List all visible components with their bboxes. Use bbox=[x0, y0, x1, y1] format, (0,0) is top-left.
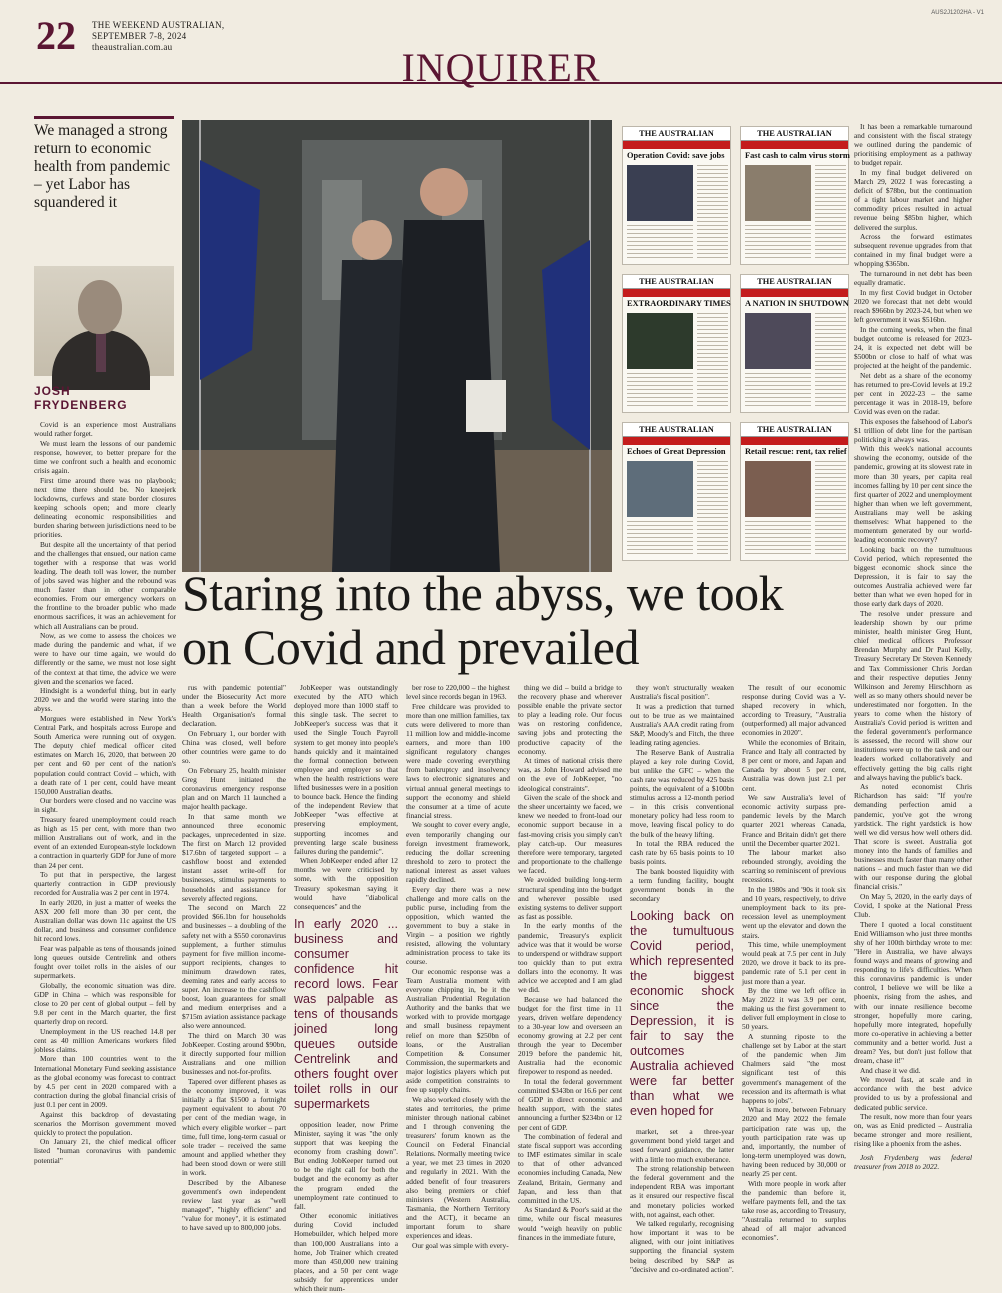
portrait-tie-shape bbox=[96, 332, 106, 372]
body-paragraph: In early 2020, in just a matter of weeks the ASX 200 fell more than 30 per cent, the Australian dollar was down 11c against the US dollar, and business and consumer confidence hit record lows. bbox=[34, 897, 176, 944]
front-page-text bbox=[745, 521, 811, 557]
front-page-masthead: THE AUSTRALIAN bbox=[741, 423, 848, 437]
body-paragraph: The result of our economic response during Covid was a V-shaped recovery in which, according to Treasury, "Australia (outperformed) all major advanced economies in 2020". bbox=[742, 683, 846, 738]
body-paragraph: First time around there was no playbook; next time there should be. No kneejerk lockdowns, curfews and state border closures keeping schools open; and more clearly delineating economic responsibilities and burden sharing between jurisdictions need to be priorities. bbox=[34, 475, 176, 540]
body-paragraph: opposition leader, now Prime Minister, saying it was "the only support that was keeping the economy from crashing down". But ending JobKeeper turned out to be the right call for both the budget and the economy as after the program ended the unemployment rate continued to fall. bbox=[294, 1119, 398, 1211]
body-paragraph: Globally, the economic situation was dire. GDP in China – which was responsible for close to 20 per cent of global output – fell by 9.8 per cent in the March quarter, the first quarterly drop on record. bbox=[34, 980, 176, 1027]
body-column-f bbox=[742, 683, 846, 1243]
body-paragraph: With this week's national accounts showing the economy, outside of the pandemic, growing at its slowest rate in more than 30 years, per capita real incomes falling by 10 per cent since the first quarter of 2022 and unemployment higher than when we left government, Australians may well be asking themselves: What happened to the momentum generated by our world-leading economic recovery? bbox=[854, 444, 973, 545]
body-paragraph: market, set a three-year government bond yield target and used forward guidance, the latter with a little too much exuberance. bbox=[630, 1127, 734, 1164]
paper-date: SEPTEMBER 7-8, 2024 bbox=[92, 31, 187, 41]
figure-left-head bbox=[352, 220, 392, 260]
body-paragraph: The resolve under pressure and leadership shown by our prime minister, health minister Greg Hunt, chief medical officers Professor Brendan Murphy and Dr Paul Kelly, Treasury Secretary Dr Steven Kennedy and Tax Commissioner Chris Jordan and their respective deputies Jenny Wilkinson and Jeremy Hirschhorn as well as so many others should never be underestimated nor forgotten. In the years to come when the history of Australia's Covid period is written and the federal government's performance is assessed, the record will show our institutions were up to the task and our leaders worked collaboratively and effectively getting the big calls right and always having the public's back. bbox=[854, 608, 972, 782]
body-paragraph: It was a prediction that turned out to be true as we maintained Australia's AAA credit rating from S&P, Moody's and Fitch, the three leading rating agencies. bbox=[630, 701, 734, 748]
body-paragraph: The third on March 30 was JobKeeper. Costing around $90bn, it directly supported four million Australians and one million businesses and not-for-profits. bbox=[182, 1031, 286, 1077]
body-column-e bbox=[630, 683, 734, 1274]
body-paragraph: In the 1980s and '90s it took six and 10 years, respectively, to drive unemployment back to its pre-recession level as unemployment went up the elevator and down the stairs. bbox=[742, 885, 846, 940]
body-paragraph: We saw Australia's level of economic activity surpass pre-pandemic levels by the March quarter 2021 whereas Canada, France and Britain didn't get there until the December quarter 2021. bbox=[742, 793, 846, 848]
front-page-3 bbox=[622, 274, 731, 413]
byline-last: FRYDENBERG bbox=[34, 398, 128, 412]
body-paragraph: In total the federal government committed $343bn or 16.6 per cent of GDP in direct economic and health support, with the states announcing a further $234bn or 12 per cent of GDP. bbox=[518, 1077, 622, 1132]
body-paragraph: Unemployment in the US reached 14.8 per cent as 40 million Americans workers filed jobless claims. bbox=[34, 1026, 176, 1054]
front-page-band bbox=[623, 437, 730, 445]
body-paragraph: thing we did – build a bridge to the recovery phase and wherever possible enable the private sector to play a leading role. Our focus was on restoring confidence, saving jobs and protecting the productive capacity of the economy. bbox=[518, 683, 622, 756]
front-page-masthead: THE AUSTRALIAN bbox=[623, 275, 730, 289]
body-paragraph: The labour market also rebounded strongly, avoiding the scarring so reminiscent of previous recessions. bbox=[742, 848, 846, 885]
front-page-headline: Echoes of Great Depression bbox=[627, 447, 726, 456]
front-page-band bbox=[741, 141, 848, 149]
front-page-masthead: THE AUSTRALIAN bbox=[741, 275, 848, 289]
front-page-text bbox=[627, 373, 693, 409]
front-page-text bbox=[697, 461, 728, 557]
body-paragraph: Because we had balanced the budget for the first time in 11 years, driven welfare dependency to a 30-year low and overseen an economy growing at 2.2 per cent through the year to December 2019 before the pandemic hit, Australia had the economic firepower to respond as needed. bbox=[518, 994, 622, 1077]
front-page-headline: Fast cash to calm virus storm bbox=[745, 151, 850, 160]
body-paragraph: Covid is an experience most Australians would rather forget. bbox=[34, 420, 176, 439]
body-paragraph: As noted economist Chris Richardson has said: "If you're demanding perfection amid a pandemic, you've got the wrong yardstick. The right yardstick is how well we did versus how well others did. That score is sweet. Australia got money into the hands of families and businesses much faster than many other nations – and much faster than we did with our response during the global financial crisis." bbox=[854, 782, 972, 892]
byline-first: JOSH bbox=[34, 384, 71, 398]
paper-name: THE WEEKEND AUSTRALIAN, bbox=[92, 20, 225, 30]
portrait-head-shape bbox=[78, 280, 122, 334]
body-paragraph: Against this backdrop of devastating scenarios the Morrison government moved quickly to protect the population. bbox=[34, 1109, 176, 1137]
body-paragraph: What is more, between February 2020 and May 2022 the female participation rate was up, the youth participation rate was up and, importantly, the number of long-term unemployed was down, having been reduced by 30,000 or nearly 25 per cent. bbox=[742, 1105, 846, 1178]
body-paragraph: While the economies of Britain, France and Italy all contracted by 8 per cent or more, and Japan and Canada by about 5 per cent, Australia was down just 2.1 per cent. bbox=[742, 738, 846, 793]
body-paragraph: As Standard & Poor's said at the time, while our fiscal measures would "weigh heavily on public finances in the immediate future, bbox=[518, 1205, 622, 1242]
body-paragraph: ber rose to 220,000 – the highest level since records began in 1963. bbox=[406, 683, 510, 702]
front-page-text bbox=[697, 165, 728, 261]
body-paragraph: Every day there was a new challenge and more calls on the public purse, including from the opposition, which wanted the government to buy a stake in Virgin – a position we rightly resisted, allowing the voluntary administration process to take its course. bbox=[406, 884, 510, 967]
body-paragraph: Now, as we come to assess the choices we made during the pandemic and what, if we were to have our time again, we would do differently or the same, we must not lose sight of the context at that time, the advice we were given and the scenarios we faced. bbox=[34, 631, 176, 686]
front-page-band bbox=[623, 289, 730, 297]
body-paragraph: In the coming weeks, when the final budget outcome is released for 2023-24, it is expected net debt will be $500bn or close to half of what was projected at the height of the pandemic. bbox=[854, 324, 972, 370]
body-column-d bbox=[518, 683, 622, 1242]
front-page-band bbox=[623, 141, 730, 149]
page-code: AUS2J1202HA - V1 bbox=[931, 10, 984, 16]
body-paragraph: JobKeeper was outstandingly executed by the ATO which deployed more than 1000 staff to this single task. The secret to JobKeeper's success was that it used the Single Touch Payroll system to get money into people's hands quickly and it maintained the formal connection between employee and employer so that when the health restrictions were lifted businesses were in a position to bounce back. Hence the finding of the independent Review that JobKeeper "was effective at preserving employment, supporting incomes and preventing large scale business failures during the pandemic". bbox=[294, 683, 398, 856]
front-page-text bbox=[745, 225, 811, 261]
right-column-paragraphs bbox=[854, 122, 972, 1149]
main-photo bbox=[182, 120, 612, 572]
body-paragraph: But despite all the uncertainty of that period and the challenges that ensued, our nation came together with a response that was world leading. The death toll was lower, the number of jobs saved was higher and the rebound was much faster than in other comparable economies. From our emergency workers on the frontline to the broader public who made enormous sacrifices, it was an achievement for which all Australians can be proud. bbox=[34, 539, 176, 631]
body-paragraph: Given the scale of the shock and the sheer uncertainty we faced, we knew we needed to front-load our economic support because in a fast-moving crisis you simply can't play catch-up. Our measures therefore were temporary, targeted and proportionate to the challenge we faced. bbox=[518, 793, 622, 875]
author-portrait bbox=[34, 266, 174, 376]
body-paragraph: More than 100 countries went to the International Monetary Fund seeking assistance as the global economy was forecast to contract by 4.5 per cent in 2020 compared with a contraction during the global financial crisis of just 0.1 per cent in 2009. bbox=[34, 1054, 176, 1109]
body-paragraph: Other economic initiatives during Covid included Homebuilder, which helped more than 100,000 Australians into a home, Job Trainer which created more than 450,000 new training places, and a 50 per cent wage subsidy for apprentices under which their num- bbox=[294, 1211, 398, 1293]
body-paragraph: We must learn the lessons of our pandemic response, however, to better prepare for the time we confront such a health and economic crisis again. bbox=[34, 438, 176, 475]
front-page-text bbox=[627, 521, 693, 557]
body-paragraph: rus with pandemic potential" under the Biosecurity Act more than a week before the World Health Organisation's formal declaration. bbox=[182, 683, 286, 729]
pull-quote: In early 2020 ... business and consumer confidence hit record lows. Fear was palpable as tens of thousands joined long queues outside Centrelink and others fought over toilet rolls in our supermarkets bbox=[294, 916, 398, 1111]
body-paragraph: Treasury feared unemployment could reach as high as 15 per cent, with more than two million Australians out of work, and in the event of an extended European-style lockdown a contraction in quarterly GDP for June of more than 24 per cent. bbox=[34, 815, 176, 870]
front-page-text bbox=[627, 225, 693, 261]
front-page-6 bbox=[740, 422, 849, 561]
paper-website[interactable]: theaustralian.com.au bbox=[92, 42, 173, 52]
papers-held bbox=[466, 380, 506, 432]
front-page-masthead: THE AUSTRALIAN bbox=[623, 423, 730, 437]
page-number: 22 bbox=[36, 13, 76, 58]
body-paragraph: We sought to cover every angle, even temporarily changing our foreign investment framework, reducing the dollar screening threshold to zero to protect the national interest as asset values rapidly declined. bbox=[406, 820, 510, 884]
body-paragraph: By the time we left office in May 2022 it was 3.9 per cent, making us the first government to deliver full employment in close to 50 years. bbox=[742, 986, 846, 1032]
body-paragraph: We also worked closely with the states and territories, the prime minister through national cabinet and I through convening the treasurers' forum known as the Council on Federal Financial Relations. Normally meeting twice a year, we met 23 times in 2020 and regularly in 2021. With the added benefit of four treasurers also being premiers or chief ministers (Western Australia, Tasmania, the Northern Territory and the ACT), it became an important forum to share experiences and ideas. bbox=[406, 1094, 510, 1241]
body-column-b bbox=[294, 683, 398, 1293]
body-column-c bbox=[406, 683, 510, 1250]
body-paragraph: On January 21, the chief medical officer listed "human coronavirus with pandemic potential" bbox=[34, 1137, 176, 1165]
front-page-1 bbox=[622, 126, 731, 265]
body-paragraph: We talked regularly, recognising how important it was to be aligned, with our joint initiatives supporting the financial system being described by S&P as "decisive and co-ordinated action". bbox=[630, 1219, 734, 1274]
body-paragraph: This time, while unemployment would peak at 7.5 per cent in July 2020, we drove it back to its pre-pandemic rate of 5.1 per cent in just more than a year. bbox=[742, 940, 846, 986]
body-paragraph: With more people in work after the pandemic than before it, welfare payments fell, and the tax take rose as, according to Treasury, "Australia returned to surplus ahead of all major advanced economies". bbox=[742, 1178, 846, 1243]
body-paragraph: This exposes the falsehood of Labor's $1 trillion of debt line for the partisan politicking it always was. bbox=[854, 416, 972, 444]
body-paragraph: On May 5, 2020, in the early days of Covid, I spoke at the National Press Club. bbox=[854, 891, 972, 920]
body-paragraph: Our goal was simple with every- bbox=[412, 1240, 509, 1250]
body-paragraph: In that same month we announced three economic packages, unprecedented in size. The first on March 12 provided $17.6bn of targeted support – a cashflow boost and extended instant asset write-off for businesses, stimulus payments to households and assistance for severely affected regions. bbox=[182, 811, 286, 903]
body-paragraph: The combination of federal and state fiscal support was according to IMF estimates similar in scale to that of other advanced economies including Canada, New Zealand, Britain, Germany and Japan, and less than that committed in the US. bbox=[518, 1132, 622, 1205]
pull-quote: Looking back on the tumultuous Covid period, which represented the biggest economic shock since the Depression, it is fair to say the outcomes Australia achieved were far better than what we even hoped for bbox=[630, 909, 734, 1119]
body-paragraph: A stunning riposte to the challenge set by Labor at the start of the pandemic when Jim Chalmers said "the most significant test of this government's management of the recession and its aftermath is what happens to jobs". bbox=[742, 1032, 846, 1105]
front-page-headline: EXTRAORDINARY TIMES bbox=[627, 299, 731, 308]
body-paragraph: In my final budget delivered on March 29, 2022 I was forecasting a deficit of $78bn, but the continuation of a tight labour market and higher commodity prices resulted in actual revenue being $85bn higher, which delivered the surplus. bbox=[854, 167, 972, 232]
front-page-text bbox=[745, 373, 811, 409]
body-paragraph: In the early months of the pandemic, Treasury's explicit advice was that it would be worse to underspend or withdraw support too quickly than to put extra dollars into the economy. It was advice we accepted and I am glad we did. bbox=[518, 921, 622, 995]
front-page-masthead: THE AUSTRALIAN bbox=[623, 127, 730, 141]
front-page-5 bbox=[622, 422, 731, 561]
body-paragraph: It has been a remarkable turnaround and consistent with the fiscal strategy we outlined during the pandemic of prioritising employment as a pathway to budget repair. bbox=[854, 122, 972, 168]
front-page-band bbox=[741, 289, 848, 297]
front-page-photo bbox=[627, 313, 693, 369]
front-page-photo bbox=[745, 313, 811, 369]
body-paragraph: And chase it we did. bbox=[860, 1065, 921, 1075]
front-page-2 bbox=[740, 126, 849, 265]
teaser-rule bbox=[34, 116, 174, 119]
body-paragraph: Morgues were established in New York's Central Park, and hospitals across Europe and South America were running out of oxygen. The deputy chief medical officer cited estimates on March 16, 2020, that between 20 per cent and 60 per cent of the nation's population could contract Covid – which, with a death rate of 1 per cent, could have meant 150,000 Australian deaths. bbox=[34, 714, 176, 796]
body-paragraph: Free childcare was provided to more than one million families, tax cuts were delivered to more than 11 million low and middle-income earners, and more than 100 significant regulatory changes were made covering everything from bankruptcy and insolvency laws to electronic signatures and virtual annual general meetings to support the economy and shield the consumer at a time of acute financial stress. bbox=[406, 701, 510, 820]
front-page-headline: Retail rescue: rent, tax relief bbox=[745, 447, 847, 456]
body-paragraph: The strong relationship between the federal government and the independent RBA was important as it ensured our respective fiscal and monetary policies worked with, not against, each other. bbox=[630, 1164, 734, 1219]
front-page-headline: Operation Covid: save jobs bbox=[627, 151, 725, 160]
headline: Staring into the abyss, we took on Covid and prevailed bbox=[182, 565, 784, 675]
body-paragraph: On February 1, our border with China was closed, well before other countries were game to do so. bbox=[182, 728, 286, 766]
masthead bbox=[0, 0, 1002, 90]
front-page-headline: A NATION IN SHUTDOWN bbox=[745, 299, 849, 308]
body-paragraph: We moved fast, at scale and in accordance with the best advice provided to us by a professional and dedicated public service. bbox=[854, 1075, 972, 1112]
front-page-band bbox=[741, 437, 848, 445]
front-page-photo bbox=[745, 461, 811, 517]
figure-right-head bbox=[420, 168, 468, 216]
body-paragraph: Net debt as a share of the economy has returned to pre-Covid levels at 19.2 per cent in 2022-23 – the same percentage it was in 2018-19, before Covid was even on the radar. bbox=[854, 370, 972, 416]
body-paragraph: At times of national crisis there was, as John Howard advised me on the eve of JobKeeper, "no ideological constraints". bbox=[518, 756, 622, 793]
front-page-photo bbox=[627, 461, 693, 517]
body-paragraph: The bank boosted liquidity with a term funding facility, bought government bonds in the secondary bbox=[630, 866, 734, 904]
left-column-text bbox=[34, 420, 176, 1186]
body-column-a bbox=[182, 683, 286, 1233]
front-page-photo bbox=[627, 165, 693, 221]
body-paragraph: To put that in perspective, the largest quarterly contraction in GDP previously recorded for Australia was 2 per cent in 1974. bbox=[34, 870, 176, 898]
body-paragraph: Fear was palpable as tens of thousands joined long queues outside Centrelink and others fought over toilet rolls in the aisles of our supermarkets. bbox=[34, 943, 176, 981]
body-paragraph: There I quoted a local constituent Enid Williamson who just three months shy of her 100th birthday wrote to me: "Here in Australia, we have always found ways and means of growing and responding to life's difficulties. When this coronavirus pandemic is under control, I believe we will be like a phoenix, rising from the ashes, and with our innate resilience become stronger, hopefully more caring, hopefully more integrated, hopefully more co-operative in achieving a better community and a better world. Just a dream? Yes, but don't just follow that dream, chase it!" bbox=[854, 919, 972, 1066]
body-paragraph: The turnaround in net debt has been equally dramatic. bbox=[854, 269, 972, 288]
body-paragraph: Described by the Albanese government's own independent review last year as "well managed", "highly efficient" and "value for money", it is estimated to have saved up to 800,000 jobs. bbox=[182, 1177, 286, 1233]
byline bbox=[34, 384, 174, 412]
body-paragraph: Across the forward estimates subsequent revenue upgrades from that contained in my final budget were a whopping $365bn. bbox=[854, 232, 972, 269]
body-paragraph: When JobKeeper ended after 12 months we were criticised by some, with the opposition Treasury spokesman saying it would have "diabolical consequences" and the bbox=[294, 856, 398, 911]
front-page-text bbox=[697, 313, 728, 409]
body-paragraph: The Reserve Bank of Australia played a key role during Covid, but unlike the GFC – when the cash rate was reduced by 425 basis points, the equivalent of a $100bn stimulus across a 12-month period – in this crisis conventional monetary policy had less room to move, leaving fiscal policy to do the bulk of the heavy lifting. bbox=[630, 747, 734, 839]
photo-illustration bbox=[182, 120, 612, 572]
body-paragraph: they won't structurally weaken Australia's fiscal position". bbox=[630, 683, 734, 702]
body-paragraph: Our borders were closed and no vaccine was in sight. bbox=[34, 796, 176, 815]
body-paragraph: Our economic response was a Team Australia moment with everyone chipping in, be it the Australian Prudential Regulation Authority and the banks that we worked with to provide mortgage and small business repayment relief on more than $250bn of loans, or the Australian Competition & Consumer Commission, the supermarkets and major logistics players which put aside competition constraints to free up supply chains. bbox=[406, 966, 510, 1095]
front-page-text bbox=[815, 313, 846, 409]
front-page-text bbox=[815, 165, 846, 261]
body-paragraph: The result, now more than four years on, was as Enid predicted – Australia became stronger and more resilient, rising like a phoenix from the ashes. bbox=[854, 1112, 972, 1149]
body-paragraph: Tapered over different phases as the economy improved, it was initially a flat $1500 a fortnight payment equivalent to about 70 per cent of the median wage, in which every eligible worker – part time, full time, long-term casual or sole trader – received the same amount and applied whether they had been stood down or were still in work. bbox=[182, 1077, 286, 1177]
body-paragraph: In my first Covid budget in October 2020 we forecast that net debt would reach $966bn by 2023-24, but when we left government it was $516bn. bbox=[854, 287, 972, 324]
teaser: We managed a strong return to economic health from pandemic – yet Labor has squandered it bbox=[34, 122, 171, 211]
front-page-photo bbox=[745, 165, 811, 221]
body-paragraph: Looking back on the tumultuous Covid period, which represented the biggest economic shock since the Depression, it is fair to say the outcomes Australia achieved were far better than what we even hoped for in those early dark days of 2020. bbox=[854, 544, 972, 609]
right-column-text bbox=[854, 122, 972, 1186]
author-note: Josh Frydenberg was federal treasurer from 2018 to 2022. bbox=[854, 1152, 972, 1171]
front-page-4 bbox=[740, 274, 849, 413]
section-title: INQUIRER bbox=[401, 45, 601, 90]
body-paragraph: We avoided building long-term structural spending into the budget and wherever possible used existing systems to deliver support as fast as possible. bbox=[518, 875, 622, 921]
australian-flag-left bbox=[200, 160, 260, 380]
body-paragraph: The second on March 22 provided $66.1bn for households and businesses – a doubling of the safety net with a $550 coronavirus supplement, a further stimulus payment for five million income-support recipients, changes to minimum drawdown rates, deeming rates and early access to super. An increase to the cashflow boost, loan guarantees for small and medium enterprises and a $715m aviation assistance package also were announced. bbox=[182, 903, 286, 1031]
front-page-text bbox=[815, 461, 846, 557]
body-paragraph: Hindsight is a wonderful thing, but in early 2020 we and the world were staring into the abyss. bbox=[34, 686, 176, 714]
front-page-masthead: THE AUSTRALIAN bbox=[741, 127, 848, 141]
body-paragraph: On February 25, health minister Greg Hunt initiated the coronavirus emergency response plan and on March 11 launched a major health package. bbox=[182, 765, 286, 812]
body-paragraph: In total the RBA reduced the cash rate by 65 basis points to 10 basis points. bbox=[630, 839, 734, 867]
